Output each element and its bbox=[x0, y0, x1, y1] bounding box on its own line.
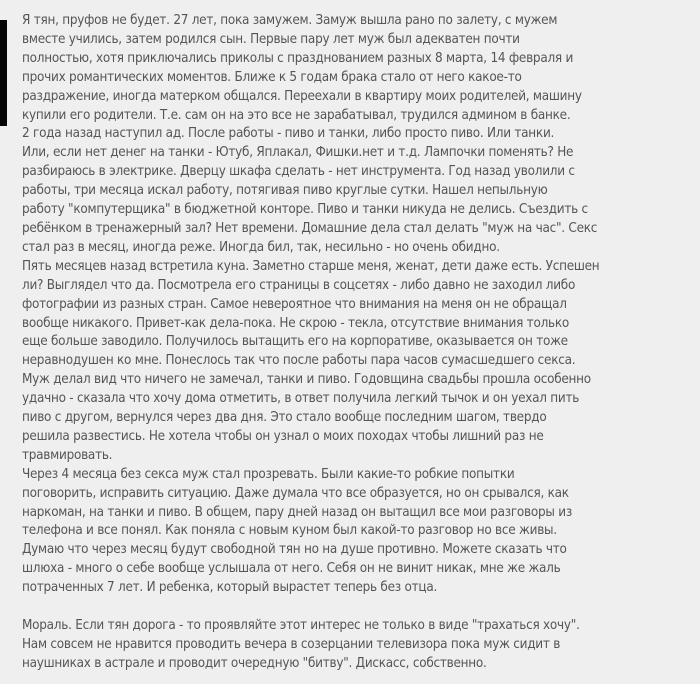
post-line: разбираюсь в электрике. Дверцу шкафа сделать - нет инструмента. Год назад уволили с bbox=[22, 164, 575, 180]
post-line: Муж делал вид что ничего не замечал, танки и пиво. Годовщина свадьбы прошла особенно bbox=[22, 372, 591, 388]
post-line: телефона и все понял. Как поняла с новым куном был какой-то разговор но все живы. bbox=[22, 523, 557, 539]
post-line: Думаю что через месяц будут свободной тян но на душе противно. Можете сказать что bbox=[22, 542, 567, 558]
post-line: пиво с другом, вернулся через два дня. Это стало вообще последним шагом, твердо bbox=[22, 410, 547, 426]
left-edge-bar bbox=[0, 20, 7, 126]
post-line: Я тян, пруфов не будет. 27 лет, пока замужем. Замуж вышла рано по залету, с мужем bbox=[22, 13, 558, 28]
moral-line: наушниках в астрале и проводит очередную "битву". Дискасс, собственно. bbox=[22, 655, 487, 671]
post-line: раздражение, иногда матерком общался. Переехали в квартиру моих родителей, машину bbox=[22, 88, 582, 104]
post-line: вообще никакого. Привет-как дела-пока. Не скрою - текла, отсутствие внимания только bbox=[22, 315, 570, 331]
post-line: шлюха - много о себе вообще услышала от него. Себя он не винит никак, мне же жаль bbox=[22, 561, 561, 577]
post-line: ребёнком в тренажерный зал? Нет времени. Домашние дела стал делать "муж на час". Секс bbox=[22, 220, 598, 236]
post-line: работу "компутерщика" в бюджетной конторе. Пиво и танки никуда не делись. Съездить с bbox=[22, 202, 588, 218]
post-line: фотографии из разных стран. Самое невероятное что внимания на меня он не обращал bbox=[22, 296, 567, 312]
post-line: поговорить, исправить ситуацию. Даже думала что все образуется, но он срывался, как bbox=[22, 485, 569, 501]
post-line: наркоман, на танки и пиво. В общем, пару дней назад он вытащил все мои разговоры из bbox=[22, 504, 572, 520]
post-line: еще больше заводило. Получилось вытащить его на корпоративе, оказывается он тоже bbox=[22, 334, 568, 350]
moral-line: Мораль. Если тян дорога - то проявляйте этот интерес не только в виде "трахаться хочу". bbox=[22, 617, 580, 633]
post-line: Через 4 месяца без секса муж стал прозревать. Были какие-то робкие попытки bbox=[22, 466, 515, 482]
post-line: 2 года назад наступил ад. После работы - пиво и танки, либо просто пиво. Или танки. bbox=[22, 126, 555, 142]
post-line: купили его родители. Т.е. сам он на это все не зарабатывал, трудился админом в банке. bbox=[22, 107, 571, 123]
moral-line: Нам совсем не нравится проводить вечера в созерцании телевизора пока муж сидит в bbox=[22, 636, 561, 652]
post-line: Пять месяцев назад встретила куна. Заметно старше меня, женат, дети даже есть. Успешен bbox=[22, 258, 600, 274]
paragraph-gap bbox=[22, 598, 694, 617]
post-line: неравнодушен ко мне. Понеслось так что после работы пара часов сумасшедшего секса. bbox=[22, 353, 576, 369]
post-line: ли? Выглядел что да. Посмотрела его страницы в соцсетях - либо давно не заходил либо bbox=[22, 277, 576, 293]
post-line: полностью, хотя приключались приколы с празднованием разных 8 марта, 14 февраля и bbox=[22, 50, 574, 66]
post-body bbox=[22, 12, 694, 674]
post-line: прочих романтических моментов. Ближе к 5 годам брака стало от него какое-то bbox=[22, 69, 522, 85]
post-line: удачно - сказала что хочу дома отметить, в ответ получила легкий тычок и он уехал пить bbox=[22, 391, 580, 407]
post-line: потраченных 7 лет. И ребенка, который вырастет теперь без отца. bbox=[22, 580, 438, 596]
post-line: стал раз в месяц, иногда реже. Иногда бил, так, несильно - но очень обидно. bbox=[22, 239, 500, 255]
post-line: Или, если нет денег на танки - Ютуб, Яплакал, Фишки.нет и т.д. Лампочки поменять? Не bbox=[22, 145, 574, 161]
post-line: работы, три месяца искал работу, потягивая пиво круглые сутки. Нашел непыльную bbox=[22, 183, 548, 199]
cut-off-next-line bbox=[22, 674, 682, 680]
post-line: решила развестись. Не хотела чтобы он узнал о моих походах чтобы лишний раз не bbox=[22, 428, 544, 444]
post-line: травмировать. bbox=[22, 447, 113, 463]
post-line: вместе учились, затем родился сын. Первые пару лет муж был адекватен почти bbox=[22, 31, 520, 47]
